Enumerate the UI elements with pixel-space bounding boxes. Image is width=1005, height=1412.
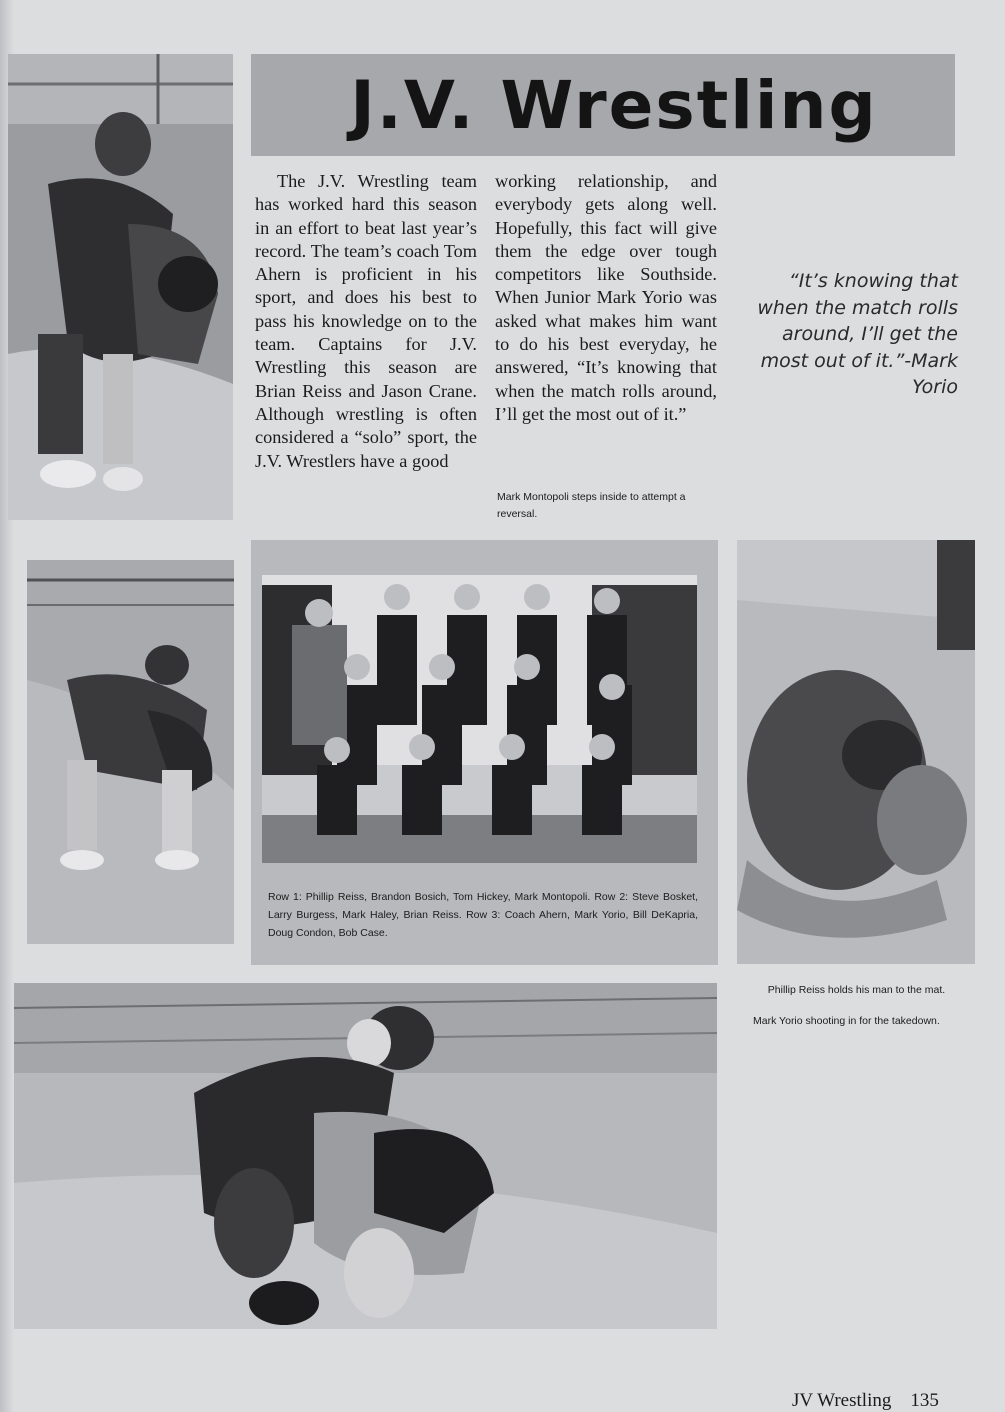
pull-quote: “It’s knowing that when the match rolls around, I’ll get the most out of it.”-Mark Yorio <box>757 270 958 398</box>
caption-montopoli: Mark Montopoli steps inside to attempt a reversal. <box>497 491 686 520</box>
title-band <box>251 54 955 156</box>
folio-page-number: 135 <box>910 1390 939 1411</box>
page-folio <box>792 1390 1002 1412</box>
photo-team-group <box>262 575 697 863</box>
article-column-2: working relationship, and everybody gets along well. Hopefully, this fact will give them the edge over tough competitors like Southside. When Junior Mark Yorio was asked what makes him want to do his best everyday, he answered, “It’s knowing that when the match rolls around, I’ll get the most out of it.” <box>495 171 717 424</box>
page-title: J.V. Wrestling <box>350 66 878 144</box>
folio-section: JV Wrestling <box>792 1390 892 1411</box>
photo-middle-left-wrestlers <box>27 560 234 944</box>
photo-phillip-reiss-pin <box>737 540 975 964</box>
photo-mark-yorio-takedown <box>14 983 717 1329</box>
photo-montopoli-reversal <box>8 54 233 520</box>
article-column-1: The J.V. Wrestling team has worked hard this season in an effort to beat last year’s record. The team’s coach Tom Ahern is proficient in his sport, and does his best to pass his knowledge on to the team. Captains for J.V. Wrestling this season are Brian Reiss and Jason Crane. Although wrestling is often considered a “solo” sport, the J.V. Wrestlers have a good <box>255 171 477 471</box>
caption-mark-yorio: Mark Yorio shooting in for the takedown. <box>753 1015 940 1027</box>
caption-phillip-reiss: Phillip Reiss holds his man to the mat. <box>767 984 946 996</box>
caption-group-roster: Row 1: Phillip Reiss, Brandon Bosich, Tom Hickey, Mark Montopoli. Row 2: Steve Bosket, Larry Burgess, Mark Haley, Brian Reiss. Row 3: Coach Ahern, Mark Yorio, Bill DeKapria, Doug Condon, Bob Case. <box>268 891 698 939</box>
